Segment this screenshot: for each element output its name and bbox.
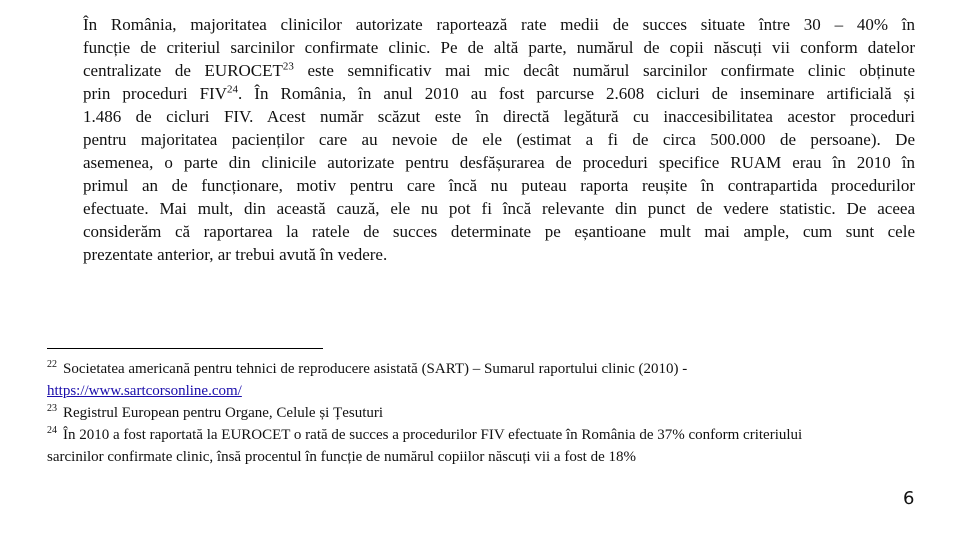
paragraph-line: prezentate anterior, ar trebui avută în vedere. [83,245,388,264]
footnote-23 [47,402,927,424]
paragraph-line: primul an de funcționare, motiv pentru care încă nu puteau raporta reușite în contrapartida procedurilor [83,176,915,195]
footnote-ref-24[interactable]: 24 [227,83,238,96]
line-text: prin proceduri FIV [83,84,227,103]
paragraph-line: asemenea, o parte din clinicile autorizate pentru desfășurarea de proceduri specifice RUAM erau în 2010 în [83,153,915,172]
body-paragraph [83,13,915,266]
paragraph-line [83,59,915,82]
paragraph-line: pentru majoritatea pacienților care au nevoie de ele (estimat a fi de circa 500.000 de persoane). De [83,130,915,149]
footnote-22-link-line [47,380,927,402]
paragraph-line: În România, majoritatea clinicilor autorizate raportează rate medii de succes situate între 30 – 40% în [83,15,915,34]
paragraph-line: funcție de criteriul sarcinilor confirmate clinic. Pe de altă parte, numărul de copii născuți vii conform datelor [83,38,915,57]
footnote-text: În 2010 a fost raportată la EUROCET o rată de succes a procedurilor FIV efectuate în România de 37% conform criteriului [63,427,803,443]
line-text: centralizate de EUROCET [83,61,283,80]
paragraph-line: 1.486 de cicluri FIV. Acest număr scăzut este în directă legătură cu inaccesibilitatea acestor proceduri [83,107,915,126]
footnotes-section [47,358,927,468]
sart-link[interactable]: https://www.sartcorsonline.com/ [47,383,242,399]
footnote-separator [47,348,323,349]
footnote-ref-23[interactable]: 23 [282,60,294,73]
footnote-mark: 24 [47,425,57,436]
page-number: 6 [903,488,915,509]
footnote-mark: 23 [47,403,57,414]
footnote-24 [47,424,927,446]
line-text: . În România, în anul 2010 au fost parcurse 2.608 cicluri de inseminare artificială și [238,84,915,103]
footnote-24-continuation: sarcinilor confirmate clinic, însă procentul în funcție de numărul copiilor născuți vii a fost de 18% [47,449,636,465]
paragraph-line: considerăm că raportarea la ratele de succes determinate pe eșantioane mult mai ample, cum sunt cele [83,222,915,241]
paragraph-line [83,82,915,105]
footnote-text: Registrul European pentru Organe, Celule și Țesuturi [63,405,384,421]
paragraph-line: efectuate. Mai mult, din această cauză, ele nu pot fi încă relevante din punct de vedere statistic. De aceea [83,199,915,218]
footnote-22 [47,358,927,380]
footnote-text: Societatea americană pentru tehnici de reproducere asistată (SART) – Sumarul raportului clinic (2010) - [63,361,688,377]
footnote-mark: 22 [47,359,57,370]
line-text: este semnificativ mai mic decât numărul sarcinilor confirmate clinic obținute [293,61,915,80]
